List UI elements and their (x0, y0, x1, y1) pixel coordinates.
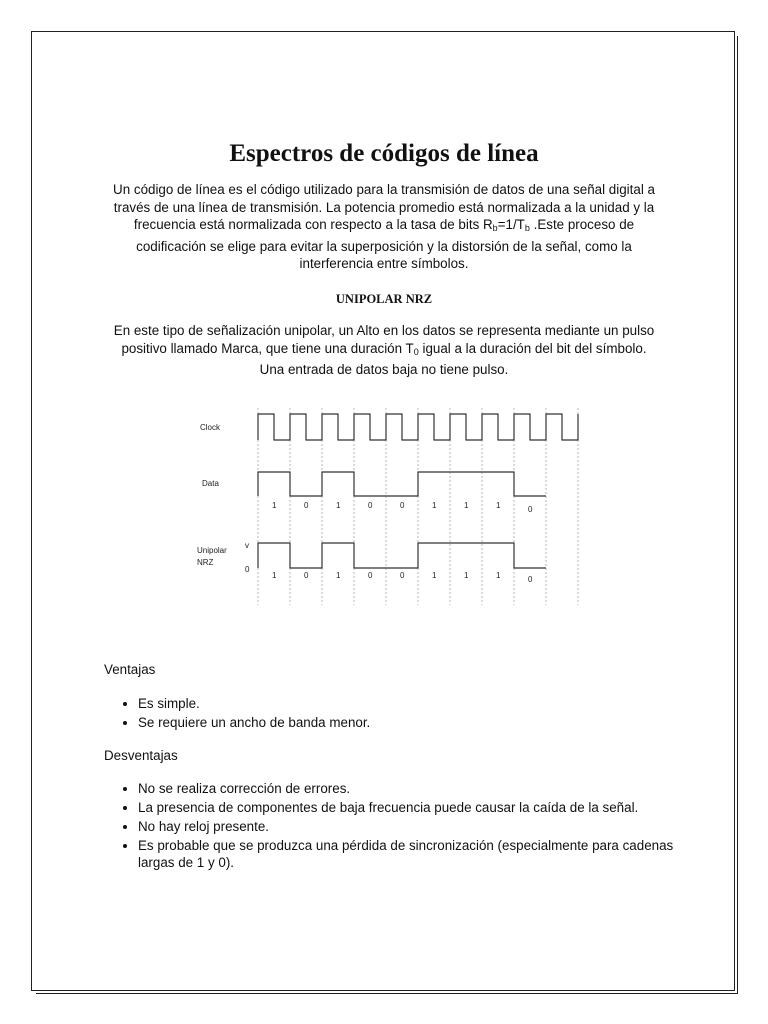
intro-paragraph (103, 181, 665, 273)
data-label: Data (202, 479, 219, 488)
list-item: • La presencia de componentes de baja frecuencia puede causar la caída de la señal. (138, 799, 698, 816)
bit-label: 1 (272, 501, 277, 510)
data-bit-labels (272, 501, 533, 514)
bit-label: 1 (272, 571, 277, 580)
clock-waveform (258, 414, 578, 440)
description-text-2: igual a la duración del bit del símbolo. Una entrada de datos baja no tiene pulso. (259, 340, 647, 377)
nrz-bit-labels (272, 571, 533, 584)
description-paragraph (110, 322, 658, 379)
bit-label: 1 (336, 501, 341, 510)
bit-label: 0 (304, 501, 309, 510)
intro-text-1: Un código de línea es el código utilizado para la transmisión de datos de una señal digital a través de una línea de transmisión. La potencia promedio está normalizada a la unidad y la frecuencia está normalizada con respecto a la tasa de bits R (113, 182, 655, 232)
bit-label: 1 (464, 571, 469, 580)
bit-label: 0 (400, 501, 405, 510)
bit-label: 1 (432, 571, 437, 580)
list-item: • No hay reloj presente. (138, 818, 698, 835)
list-item: • Es probable que se produzca una pérdida de sincronización (especialmente para cadenas largas de 1 y 0). (138, 837, 698, 871)
v-axis-label: v (245, 541, 249, 550)
desventajas-list (104, 780, 698, 873)
list-item: • Es simple. (138, 695, 698, 712)
data-waveform (258, 472, 546, 496)
bit-label: 0 (304, 571, 309, 580)
bit-label: 0 (368, 501, 373, 510)
page-title: Espectros de códigos de línea (229, 140, 539, 167)
bit-label: 1 (432, 501, 437, 510)
list-item: • Se requiere un ancho de banda menor. (138, 714, 698, 731)
intro-text-2: =1/T (497, 217, 525, 232)
bit-label: 1 (496, 571, 501, 580)
t0-subscript: 0 (413, 346, 419, 357)
clock-label: Clock (200, 423, 221, 432)
unipolar-nrz-diagram (180, 400, 580, 610)
list-item: • No se realiza corrección de errores. (138, 780, 698, 797)
intro-text-3: .Este proceso de codificación se elige para evitar la superposición y la distorsión de la señal, como la interferencia entre símbolos. (136, 217, 635, 271)
tb-subscript: b (524, 223, 530, 233)
bit-label: 0 (368, 571, 373, 580)
rb-subscript: b (492, 223, 498, 233)
bit-label: 1 (496, 501, 501, 510)
bit-label: 1 (464, 501, 469, 510)
bit-label: 1 (336, 571, 341, 580)
bit-label: 0 (528, 575, 533, 584)
nrz-label-line1: Unipolar (197, 546, 227, 555)
ventajas-list (104, 695, 698, 733)
desventajas-heading: Desventajas (104, 748, 178, 763)
bit-label: 0 (528, 505, 533, 514)
section-subheading: UNIPOLAR NRZ (335, 292, 433, 306)
zero-axis-label: 0 (245, 565, 250, 574)
bit-label: 0 (400, 571, 405, 580)
nrz-label-line2: NRZ (197, 558, 214, 567)
ventajas-heading: Ventajas (104, 662, 156, 677)
description-text-1: En este tipo de señalización unipolar, un Alto en los datos se representa mediante un pulso positivo llamado Marca, que tiene una duración T (113, 323, 655, 356)
unipolar-nrz-waveform (258, 543, 546, 568)
